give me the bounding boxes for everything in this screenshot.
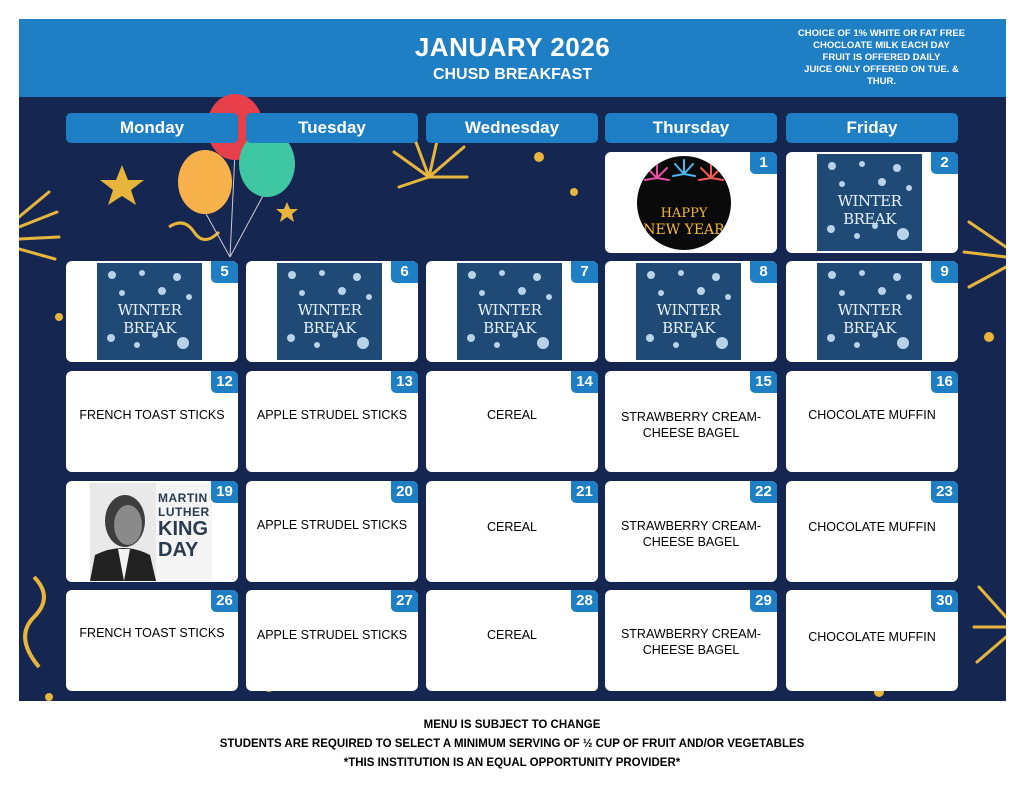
mlk-text-luther: LUTHER: [158, 505, 210, 519]
day-number: 13: [391, 371, 418, 393]
menu-item: STRAWBERRY CREAM-CHEESE BAGEL: [620, 410, 762, 440]
menu-item: CEREAL: [486, 628, 538, 642]
day-cell-26: [66, 590, 238, 691]
fireworks-icon: [637, 156, 731, 206]
menu-item: FRENCH TOAST STICKS: [79, 408, 225, 422]
menu-item: CHOCOLATE MUFFIN: [808, 520, 936, 534]
day-number: 30: [931, 590, 958, 612]
day-header-tuesday: Tuesday: [246, 113, 418, 143]
firework-left: [19, 192, 59, 259]
winter-break-text: WINTER BREAK: [117, 301, 182, 337]
day-header-friday: Friday: [786, 113, 958, 143]
day-cell-5: [66, 261, 238, 362]
winter-break-text: WINTER BREAK: [297, 301, 362, 337]
day-cell-6: [246, 261, 418, 362]
day-number: 29: [750, 590, 777, 612]
footer-line: MENU IS SUBJECT TO CHANGE: [423, 719, 601, 731]
day-cell-22: [605, 481, 777, 582]
day-cell-30: [786, 590, 958, 691]
day-cell-15: [605, 371, 777, 472]
menu-item: APPLE STRUDEL STICKS: [256, 408, 408, 422]
winter-break-image: [817, 263, 922, 360]
day-number: 21: [571, 481, 598, 503]
day-header-thursday: Thursday: [605, 113, 777, 143]
winter-break-text: WINTER BREAK: [656, 301, 721, 337]
day-cell-19: [66, 481, 238, 582]
day-cell-23: [786, 481, 958, 582]
winter-break-text: WINTER BREAK: [837, 301, 902, 337]
menu-item: CHOCOLATE MUFFIN: [808, 630, 936, 644]
mlk-text-day: DAY: [158, 539, 199, 561]
day-cell-27: [246, 590, 418, 691]
menu-item: APPLE STRUDEL STICKS: [256, 518, 408, 532]
star-icon: [100, 165, 144, 205]
day-cell-14: [426, 371, 598, 472]
winter-break-image: [817, 154, 922, 251]
note-line: CHOCLOATE MILK EACH DAY: [813, 40, 950, 51]
hny-text-new-year: NEW YEAR: [643, 222, 725, 238]
day-cell-29: [605, 590, 777, 691]
winter-break-image: [97, 263, 202, 360]
menu-item: CHOCOLATE MUFFIN: [808, 408, 936, 422]
day-cell-21: [426, 481, 598, 582]
happy-new-year-image: [637, 156, 731, 250]
footer-line: *THIS INSTITUTION IS AN EQUAL OPPORTUNITY PROVIDER*: [343, 757, 681, 769]
note-line: CHOICE OF 1% WHITE OR FAT FREE: [797, 28, 966, 39]
note-line: JUICE ONLY OFFERED ON TUE. &: [804, 64, 959, 75]
mlk-day-image: [90, 483, 212, 581]
menu-item: STRAWBERRY CREAM-CHEESE BAGEL: [620, 519, 762, 549]
milk-fruit-notes: [774, 28, 989, 88]
day-cell-20: [246, 481, 418, 582]
hny-text-happy: HAPPY: [660, 206, 708, 221]
note-line: FRUIT IS OFFERED DAILY: [822, 52, 941, 63]
day-number: 28: [571, 590, 598, 612]
menu-item: FRENCH TOAST STICKS: [79, 626, 225, 640]
day-number: 2: [931, 152, 958, 174]
day-cell-13: [246, 371, 418, 472]
note-line: THUR.: [866, 76, 897, 87]
winter-break-image: [636, 263, 741, 360]
day-number: 19: [211, 481, 238, 503]
day-number: 14: [571, 371, 598, 393]
day-header-wednesday: Wednesday: [426, 113, 598, 143]
day-number: 27: [391, 590, 418, 612]
day-number: 26: [211, 590, 238, 612]
day-cell-7: [426, 261, 598, 362]
day-number: 7: [571, 261, 598, 283]
winter-break-image: [277, 263, 382, 360]
day-number: 8: [750, 261, 777, 283]
mlk-text-martin: MARTIN: [158, 491, 208, 505]
firework-right: [964, 222, 1006, 662]
menu-item: STRAWBERRY CREAM-CHEESE BAGEL: [620, 627, 762, 657]
day-number: 20: [391, 481, 418, 503]
day-cell-28: [426, 590, 598, 691]
portrait-icon: [90, 483, 156, 581]
day-cell-16: [786, 371, 958, 472]
day-number: 9: [931, 261, 958, 283]
day-number: 16: [931, 371, 958, 393]
day-cell-2: [786, 152, 958, 253]
calendar-header: [19, 19, 1006, 97]
day-number: 12: [211, 371, 238, 393]
winter-break-text: WINTER BREAK: [477, 301, 542, 337]
menu-item: CEREAL: [486, 520, 538, 534]
day-number: 22: [750, 481, 777, 503]
day-number: 5: [211, 261, 238, 283]
mlk-text-king: KING: [158, 518, 208, 540]
menu-item: APPLE STRUDEL STICKS: [256, 628, 408, 642]
footer-notes: [0, 716, 1024, 773]
balloon-orange: [178, 150, 232, 214]
day-cell-1: [605, 152, 777, 253]
day-number: 6: [391, 261, 418, 283]
day-cell-8: [605, 261, 777, 362]
day-number: 15: [750, 371, 777, 393]
day-number: 1: [750, 152, 777, 174]
page-subtitle: CHUSD BREAKFAST: [432, 66, 593, 83]
winter-break-text: WINTER BREAK: [837, 192, 902, 228]
day-cell-9: [786, 261, 958, 362]
menu-item: CEREAL: [486, 408, 538, 422]
winter-break-image: [457, 263, 562, 360]
page-title: JANUARY 2026: [414, 32, 611, 62]
footer-line: STUDENTS ARE REQUIRED TO SELECT A MINIMUM SERVING OF ½ CUP OF FRUIT AND/OR VEGETABLES: [219, 738, 805, 750]
streamer: [25, 577, 44, 667]
day-number: 23: [931, 481, 958, 503]
day-cell-12: [66, 371, 238, 472]
day-header-monday: Monday: [66, 113, 238, 143]
